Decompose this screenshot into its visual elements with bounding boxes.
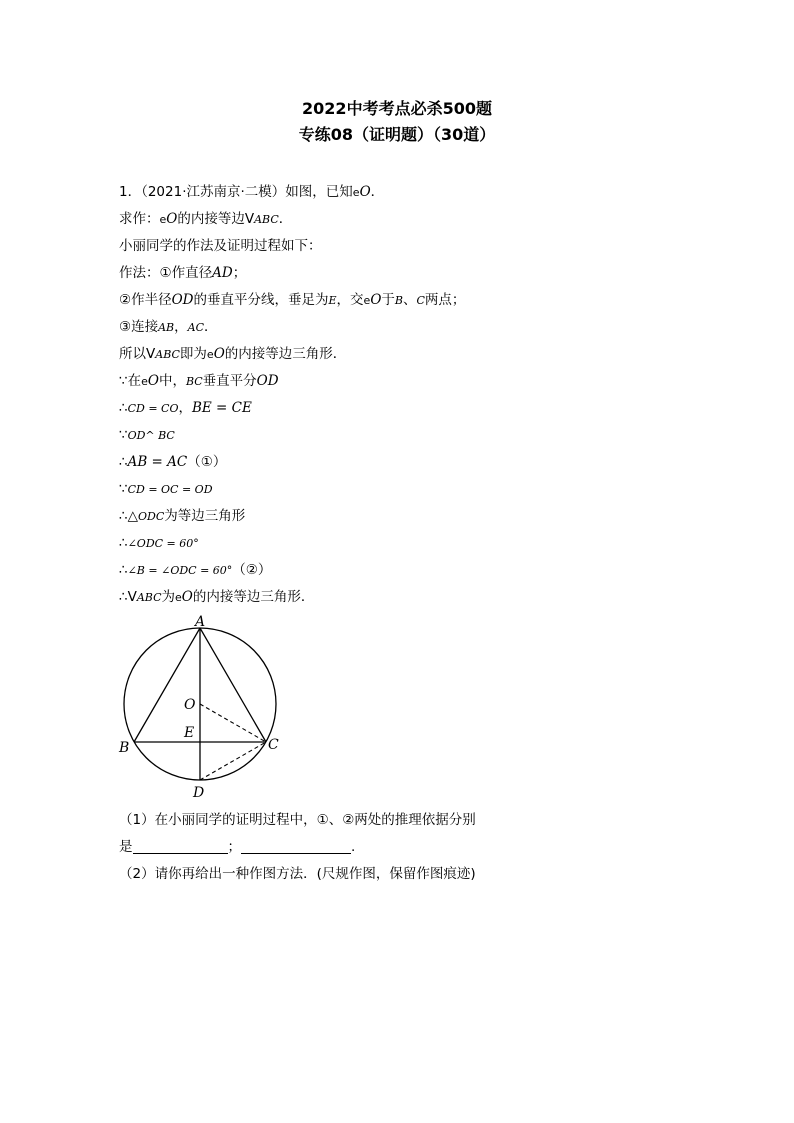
answer-blank-2[interactable] [241, 839, 351, 854]
proof-line-2: ∴CD = CO，BE = CE [119, 400, 252, 416]
label-o: O [184, 697, 196, 713]
label-e: E [184, 725, 195, 741]
dashed-dc [200, 742, 266, 780]
proof-line-1: ∵在eO中，BC垂直平分OD [119, 373, 279, 389]
dashed-oc [200, 704, 266, 742]
method-intro: 小丽同学的作法及证明过程如下： [119, 238, 322, 254]
proof-line-6: ∴△ODC为等边三角形 [119, 508, 246, 524]
questions [119, 810, 679, 891]
label-d: D [193, 785, 205, 801]
step-2: ②作半径OD的垂直平分线，垂足为E，交eO于B、C两点； [119, 292, 466, 308]
document-subtitle: 专练08（证明题）（30道） [298, 125, 496, 144]
proof-line-7: ∴∠ODC = 60° [119, 535, 199, 551]
proof-line-3: ∵OD^ BC [119, 427, 175, 443]
step-1: 作法：①作直径AD； [119, 265, 247, 281]
geometry-figure [112, 612, 292, 802]
problem-requirement: 求作：eO的内接等边VABC． [119, 211, 293, 227]
answer-blank-1[interactable] [133, 839, 228, 854]
step-3: ③连接AB，AC． [119, 319, 218, 335]
proof-line-9: ∴VABC为eO的内接等边三角形． [119, 589, 315, 605]
document-title: 2022中考考点必杀500题 [302, 99, 492, 118]
problem-body [119, 182, 679, 614]
construction-conclusion: 所以VABC即为eO的内接等边三角形． [119, 346, 347, 362]
question-1: （1）在小丽同学的证明过程中，①、②两处的推理依据分别 [119, 812, 476, 828]
proof-line-5: ∵CD = OC = OD [119, 481, 213, 497]
segment-ac [200, 628, 266, 742]
problem-intro: 1．（2021·江苏南京·二模）如图，已知eO． [119, 184, 385, 200]
question-2: （2）请你再给出一种作图方法．(尺规作图，保留作图痕迹) [119, 866, 476, 882]
label-a: A [195, 614, 206, 630]
label-b: B [119, 740, 130, 756]
proof-line-8: ∴∠B = ∠ODC = 60°（②） [119, 562, 272, 578]
proof-line-4: ∴AB = AC（①） [119, 454, 227, 470]
label-c: C [268, 737, 279, 753]
question-1-answer: 是 ； . [119, 839, 356, 855]
